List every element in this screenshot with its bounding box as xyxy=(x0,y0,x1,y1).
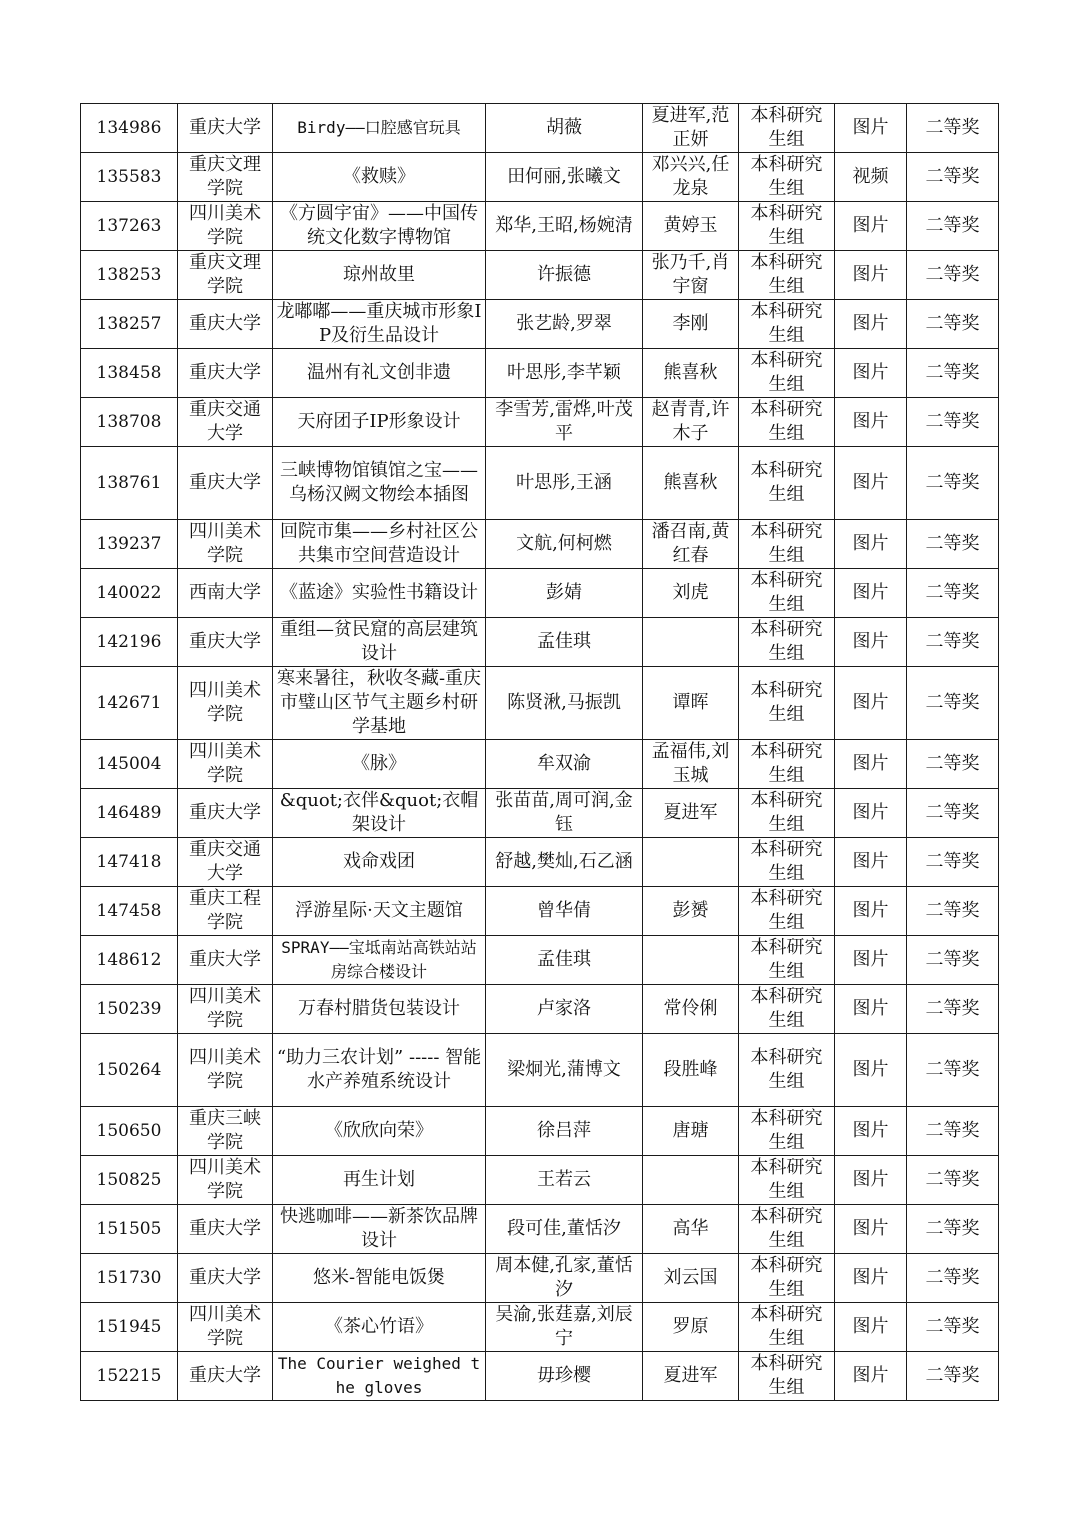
cell-type: 图片 xyxy=(835,887,907,936)
cell-group: 本科研究生组 xyxy=(739,398,835,447)
table-row xyxy=(81,520,999,569)
table-row xyxy=(81,887,999,936)
cell-type: 图片 xyxy=(835,447,907,520)
table-row xyxy=(81,1205,999,1254)
cell-authors: 张艺龄,罗翠 xyxy=(486,300,643,349)
cell-authors: 郑华,王昭,杨婉清 xyxy=(486,202,643,251)
cell-title: 万春村腊货包装设计 xyxy=(273,985,486,1034)
cell-school: 四川美术学院 xyxy=(178,985,273,1034)
cell-entry-id: 142196 xyxy=(81,618,178,667)
cell-entry-id: 152215 xyxy=(81,1352,178,1401)
cell-group: 本科研究生组 xyxy=(739,104,835,153)
cell-advisors: 刘云国 xyxy=(643,1254,739,1303)
cell-group: 本科研究生组 xyxy=(739,740,835,789)
cell-prize: 二等奖 xyxy=(907,1156,999,1205)
cell-advisors: 夏进军 xyxy=(643,1352,739,1401)
cell-prize: 二等奖 xyxy=(907,251,999,300)
cell-type: 图片 xyxy=(835,398,907,447)
cell-advisors: 黄婷玉 xyxy=(643,202,739,251)
cell-school: 重庆大学 xyxy=(178,300,273,349)
cell-prize: 二等奖 xyxy=(907,1352,999,1401)
table-row xyxy=(81,104,999,153)
cell-type: 图片 xyxy=(835,300,907,349)
cell-prize: 二等奖 xyxy=(907,1205,999,1254)
cell-type: 图片 xyxy=(835,520,907,569)
cell-title: 温州有礼文创非遗 xyxy=(273,349,486,398)
table-row xyxy=(81,447,999,520)
cell-title: SPRAY——宝坻南站高铁站站房综合楼设计 xyxy=(273,936,486,985)
cell-type: 图片 xyxy=(835,838,907,887)
cell-type: 图片 xyxy=(835,1254,907,1303)
cell-school: 重庆大学 xyxy=(178,1205,273,1254)
cell-type: 视频 xyxy=(835,153,907,202)
cell-group: 本科研究生组 xyxy=(739,1107,835,1156)
cell-advisors: 高华 xyxy=(643,1205,739,1254)
cell-group: 本科研究生组 xyxy=(739,936,835,985)
table-row xyxy=(81,349,999,398)
cell-prize: 二等奖 xyxy=(907,740,999,789)
cell-advisors xyxy=(643,936,739,985)
cell-title: 悠米-智能电饭煲 xyxy=(273,1254,486,1303)
cell-prize: 二等奖 xyxy=(907,1034,999,1107)
cell-prize: 二等奖 xyxy=(907,1107,999,1156)
cell-type: 图片 xyxy=(835,1156,907,1205)
cell-group: 本科研究生组 xyxy=(739,251,835,300)
cell-type: 图片 xyxy=(835,1034,907,1107)
cell-type: 图片 xyxy=(835,1303,907,1352)
cell-entry-id: 148612 xyxy=(81,936,178,985)
table-row xyxy=(81,300,999,349)
cell-prize: 二等奖 xyxy=(907,104,999,153)
cell-advisors: 孟福伟,刘玉城 xyxy=(643,740,739,789)
cell-entry-id: 151505 xyxy=(81,1205,178,1254)
table-row xyxy=(81,985,999,1034)
cell-entry-id: 150239 xyxy=(81,985,178,1034)
cell-type: 图片 xyxy=(835,569,907,618)
cell-prize: 二等奖 xyxy=(907,1254,999,1303)
cell-title: 《方圆宇宙》——中国传统文化数字博物馆 xyxy=(273,202,486,251)
cell-type: 图片 xyxy=(835,1205,907,1254)
cell-entry-id: 151945 xyxy=(81,1303,178,1352)
cell-group: 本科研究生组 xyxy=(739,618,835,667)
cell-group: 本科研究生组 xyxy=(739,985,835,1034)
cell-authors: 吴渝,张莛嘉,刘辰宁 xyxy=(486,1303,643,1352)
cell-group: 本科研究生组 xyxy=(739,667,835,740)
cell-title: “助力三农计划” ----- 智能水产养殖系统设计 xyxy=(273,1034,486,1107)
cell-authors: 周本健,孔家,董恬汐 xyxy=(486,1254,643,1303)
cell-advisors: 李刚 xyxy=(643,300,739,349)
table-row xyxy=(81,251,999,300)
cell-authors: 卢家洛 xyxy=(486,985,643,1034)
cell-school: 四川美术学院 xyxy=(178,1303,273,1352)
cell-school: 重庆三峡学院 xyxy=(178,1107,273,1156)
cell-group: 本科研究生组 xyxy=(739,789,835,838)
table-row xyxy=(81,1156,999,1205)
cell-group: 本科研究生组 xyxy=(739,447,835,520)
cell-advisors: 邓兴兴,任龙泉 xyxy=(643,153,739,202)
table-row xyxy=(81,667,999,740)
cell-title: 龙嘟嘟——重庆城市形象IP及衍生品设计 xyxy=(273,300,486,349)
cell-advisors: 罗原 xyxy=(643,1303,739,1352)
cell-type: 图片 xyxy=(835,789,907,838)
table-row xyxy=(81,789,999,838)
cell-prize: 二等奖 xyxy=(907,887,999,936)
cell-advisors: 熊喜秋 xyxy=(643,447,739,520)
cell-prize: 二等奖 xyxy=(907,447,999,520)
cell-prize: 二等奖 xyxy=(907,1303,999,1352)
cell-authors: 舒越,樊灿,石乙涵 xyxy=(486,838,643,887)
cell-title: 《茶心竹语》 xyxy=(273,1303,486,1352)
cell-entry-id: 147458 xyxy=(81,887,178,936)
cell-school: 重庆大学 xyxy=(178,349,273,398)
cell-authors: 许振德 xyxy=(486,251,643,300)
cell-advisors: 熊喜秋 xyxy=(643,349,739,398)
cell-prize: 二等奖 xyxy=(907,789,999,838)
cell-advisors: 彭赟 xyxy=(643,887,739,936)
cell-prize: 二等奖 xyxy=(907,349,999,398)
cell-title: 《脉》 xyxy=(273,740,486,789)
cell-prize: 二等奖 xyxy=(907,667,999,740)
cell-group: 本科研究生组 xyxy=(739,1205,835,1254)
cell-authors: 曾华倩 xyxy=(486,887,643,936)
cell-group: 本科研究生组 xyxy=(739,569,835,618)
cell-advisors: 谭晖 xyxy=(643,667,739,740)
cell-type: 图片 xyxy=(835,985,907,1034)
table-row xyxy=(81,1107,999,1156)
cell-type: 图片 xyxy=(835,936,907,985)
cell-authors: 徐吕萍 xyxy=(486,1107,643,1156)
table-row xyxy=(81,1303,999,1352)
cell-type: 图片 xyxy=(835,104,907,153)
cell-title: 再生计划 xyxy=(273,1156,486,1205)
cell-group: 本科研究生组 xyxy=(739,300,835,349)
cell-authors: 孟佳琪 xyxy=(486,618,643,667)
cell-entry-id: 150825 xyxy=(81,1156,178,1205)
cell-entry-id: 138253 xyxy=(81,251,178,300)
cell-school: 四川美术学院 xyxy=(178,667,273,740)
cell-advisors: 潘召南,黄红春 xyxy=(643,520,739,569)
cell-authors: 毋珍樱 xyxy=(486,1352,643,1401)
cell-advisors: 常伶俐 xyxy=(643,985,739,1034)
cell-title: 三峡博物馆镇馆之宝——乌杨汉阙文物绘本插图 xyxy=(273,447,486,520)
cell-type: 图片 xyxy=(835,349,907,398)
cell-entry-id: 138761 xyxy=(81,447,178,520)
cell-entry-id: 151730 xyxy=(81,1254,178,1303)
cell-advisors xyxy=(643,618,739,667)
cell-authors: 文航,何柯燃 xyxy=(486,520,643,569)
cell-entry-id: 150650 xyxy=(81,1107,178,1156)
cell-group: 本科研究生组 xyxy=(739,838,835,887)
table-row xyxy=(81,1034,999,1107)
cell-authors: 段可佳,董恬汐 xyxy=(486,1205,643,1254)
cell-authors: 牟双渝 xyxy=(486,740,643,789)
cell-authors: 叶思彤,李芊颖 xyxy=(486,349,643,398)
cell-school: 重庆大学 xyxy=(178,618,273,667)
table-row xyxy=(81,1352,999,1401)
cell-school: 重庆工程学院 xyxy=(178,887,273,936)
cell-title: 快逃咖啡——新茶饮品牌设计 xyxy=(273,1205,486,1254)
cell-type: 图片 xyxy=(835,202,907,251)
cell-school: 重庆大学 xyxy=(178,789,273,838)
cell-advisors xyxy=(643,1156,739,1205)
cell-entry-id: 147418 xyxy=(81,838,178,887)
cell-title: 寒来暑往，秋收冬藏-重庆市璧山区节气主题乡村研学基地 xyxy=(273,667,486,740)
cell-school: 重庆文理学院 xyxy=(178,153,273,202)
cell-entry-id: 137263 xyxy=(81,202,178,251)
cell-authors: 田何丽,张曦文 xyxy=(486,153,643,202)
cell-authors: 胡薇 xyxy=(486,104,643,153)
cell-group: 本科研究生组 xyxy=(739,153,835,202)
table-row xyxy=(81,838,999,887)
cell-school: 重庆大学 xyxy=(178,447,273,520)
cell-authors: 陈贤湫,马振凯 xyxy=(486,667,643,740)
cell-entry-id: 140022 xyxy=(81,569,178,618)
cell-advisors: 夏进军 xyxy=(643,789,739,838)
table-row xyxy=(81,740,999,789)
cell-title: 《救赎》 xyxy=(273,153,486,202)
cell-prize: 二等奖 xyxy=(907,398,999,447)
cell-type: 图片 xyxy=(835,740,907,789)
cell-authors: 彭婧 xyxy=(486,569,643,618)
cell-group: 本科研究生组 xyxy=(739,1352,835,1401)
cell-type: 图片 xyxy=(835,251,907,300)
cell-title: 重组—贫民窟的高层建筑设计 xyxy=(273,618,486,667)
cell-prize: 二等奖 xyxy=(907,520,999,569)
cell-entry-id: 146489 xyxy=(81,789,178,838)
cell-advisors: 段胜峰 xyxy=(643,1034,739,1107)
cell-authors: 叶思彤,王涵 xyxy=(486,447,643,520)
cell-prize: 二等奖 xyxy=(907,618,999,667)
cell-title: 回院市集——乡村社区公共集市空间营造设计 xyxy=(273,520,486,569)
cell-type: 图片 xyxy=(835,667,907,740)
cell-group: 本科研究生组 xyxy=(739,887,835,936)
table-row xyxy=(81,202,999,251)
cell-type: 图片 xyxy=(835,1107,907,1156)
cell-title: 《欣欣向荣》 xyxy=(273,1107,486,1156)
cell-prize: 二等奖 xyxy=(907,985,999,1034)
cell-school: 重庆文理学院 xyxy=(178,251,273,300)
cell-group: 本科研究生组 xyxy=(739,520,835,569)
table-body xyxy=(81,104,999,1401)
table-row xyxy=(81,398,999,447)
cell-entry-id: 138458 xyxy=(81,349,178,398)
cell-group: 本科研究生组 xyxy=(739,1156,835,1205)
table-row xyxy=(81,618,999,667)
cell-prize: 二等奖 xyxy=(907,153,999,202)
cell-group: 本科研究生组 xyxy=(739,1254,835,1303)
cell-school: 四川美术学院 xyxy=(178,202,273,251)
cell-school: 重庆交通大学 xyxy=(178,398,273,447)
cell-advisors: 刘虎 xyxy=(643,569,739,618)
cell-authors: 张苗苗,周可润,金钰 xyxy=(486,789,643,838)
cell-entry-id: 139237 xyxy=(81,520,178,569)
cell-advisors: 张乃千,肖宇窗 xyxy=(643,251,739,300)
cell-school: 重庆大学 xyxy=(178,936,273,985)
cell-prize: 二等奖 xyxy=(907,936,999,985)
cell-advisors: 唐瑭 xyxy=(643,1107,739,1156)
cell-school: 四川美术学院 xyxy=(178,740,273,789)
cell-advisors xyxy=(643,838,739,887)
cell-entry-id: 134986 xyxy=(81,104,178,153)
cell-prize: 二等奖 xyxy=(907,838,999,887)
cell-title: 琼州故里 xyxy=(273,251,486,300)
cell-advisors: 夏进军,范正妍 xyxy=(643,104,739,153)
cell-advisors: 赵青青,许木子 xyxy=(643,398,739,447)
cell-prize: 二等奖 xyxy=(907,300,999,349)
table-row xyxy=(81,936,999,985)
cell-school: 重庆交通大学 xyxy=(178,838,273,887)
cell-title: The Courier weighed the gloves xyxy=(273,1352,486,1401)
table-row xyxy=(81,1254,999,1303)
cell-type: 图片 xyxy=(835,618,907,667)
cell-prize: 二等奖 xyxy=(907,569,999,618)
cell-prize: 二等奖 xyxy=(907,202,999,251)
cell-entry-id: 145004 xyxy=(81,740,178,789)
cell-type: 图片 xyxy=(835,1352,907,1401)
table-row xyxy=(81,569,999,618)
cell-school: 重庆大学 xyxy=(178,1254,273,1303)
cell-title: 戏命戏团 xyxy=(273,838,486,887)
cell-title: 《蓝途》实验性书籍设计 xyxy=(273,569,486,618)
cell-group: 本科研究生组 xyxy=(739,1034,835,1107)
cell-title: 天府团子IP形象设计 xyxy=(273,398,486,447)
cell-school: 四川美术学院 xyxy=(178,1034,273,1107)
cell-school: 四川美术学院 xyxy=(178,520,273,569)
cell-authors: 王若云 xyxy=(486,1156,643,1205)
cell-title: 浮游星际·天文主题馆 xyxy=(273,887,486,936)
cell-authors: 孟佳琪 xyxy=(486,936,643,985)
cell-group: 本科研究生组 xyxy=(739,349,835,398)
cell-entry-id: 138708 xyxy=(81,398,178,447)
cell-group: 本科研究生组 xyxy=(739,202,835,251)
cell-title: Birdy——口腔感官玩具 xyxy=(273,104,486,153)
cell-entry-id: 138257 xyxy=(81,300,178,349)
cell-title: &quot;衣伴&quot;衣帽架设计 xyxy=(273,789,486,838)
table-row xyxy=(81,153,999,202)
awards-table xyxy=(80,103,999,1401)
cell-school: 西南大学 xyxy=(178,569,273,618)
cell-school: 重庆大学 xyxy=(178,1352,273,1401)
cell-group: 本科研究生组 xyxy=(739,1303,835,1352)
cell-authors: 梁炯光,蒲博文 xyxy=(486,1034,643,1107)
cell-school: 四川美术学院 xyxy=(178,1156,273,1205)
cell-entry-id: 135583 xyxy=(81,153,178,202)
cell-authors: 李雪芳,雷烨,叶茂平 xyxy=(486,398,643,447)
cell-entry-id: 142671 xyxy=(81,667,178,740)
cell-entry-id: 150264 xyxy=(81,1034,178,1107)
cell-school: 重庆大学 xyxy=(178,104,273,153)
